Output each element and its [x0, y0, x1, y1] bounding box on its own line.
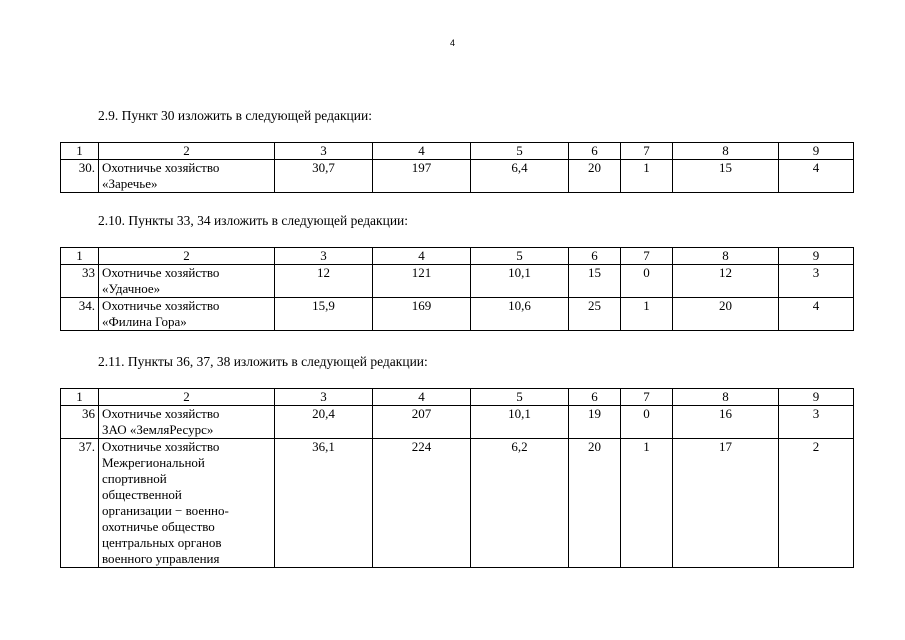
value-cell: 207 — [373, 406, 471, 439]
header-cell: 4 — [373, 143, 471, 160]
header-cell: 3 — [275, 143, 373, 160]
table-header-row — [61, 389, 854, 406]
name-cell — [99, 160, 275, 193]
value-cell: 16 — [673, 406, 779, 439]
header-cell: 8 — [673, 389, 779, 406]
value-cell: 2 — [779, 439, 854, 568]
table-section-2-10 — [60, 247, 854, 331]
table-row — [61, 265, 854, 298]
value-cell: 1 — [621, 298, 673, 331]
name-line: Охотничье хозяйство — [102, 160, 220, 175]
header-cell: 7 — [621, 143, 673, 160]
table-row — [61, 406, 854, 439]
value-cell: 17 — [673, 439, 779, 568]
header-cell: 9 — [779, 248, 854, 265]
value-cell: 4 — [779, 298, 854, 331]
header-cell: 6 — [569, 248, 621, 265]
value-cell: 25 — [569, 298, 621, 331]
row-number-cell: 36 — [61, 406, 99, 439]
header-cell: 5 — [471, 143, 569, 160]
name-cell — [99, 406, 275, 439]
value-cell: 0 — [621, 406, 673, 439]
name-line: «Удачное» — [102, 281, 161, 296]
header-cell: 6 — [569, 143, 621, 160]
value-cell: 4 — [779, 160, 854, 193]
section-heading-2-9: 2.9. Пункт 30 изложить в следующей редакции: — [98, 108, 372, 123]
name-line: «Заречье» — [102, 176, 158, 191]
table-row — [61, 439, 854, 568]
value-cell: 20,4 — [275, 406, 373, 439]
value-cell: 10,1 — [471, 265, 569, 298]
header-cell: 1 — [61, 389, 99, 406]
name-line: Охотничье хозяйство — [102, 439, 220, 454]
value-cell: 169 — [373, 298, 471, 331]
header-cell: 6 — [569, 389, 621, 406]
section-heading-2-10: 2.10. Пункты 33, 34 изложить в следующей редакции: — [98, 213, 409, 228]
header-cell: 4 — [373, 389, 471, 406]
name-line: Межрегиональной — [102, 455, 205, 470]
name-cell — [99, 439, 275, 568]
header-cell: 4 — [373, 248, 471, 265]
table-section-2-11 — [60, 388, 854, 568]
header-cell: 2 — [99, 248, 275, 265]
value-cell: 20 — [673, 298, 779, 331]
header-cell: 3 — [275, 248, 373, 265]
value-cell: 197 — [373, 160, 471, 193]
value-cell: 15,9 — [275, 298, 373, 331]
value-cell: 20 — [569, 160, 621, 193]
value-cell: 20 — [569, 439, 621, 568]
value-cell: 10,6 — [471, 298, 569, 331]
value-cell: 0 — [621, 265, 673, 298]
value-cell: 3 — [779, 265, 854, 298]
page-number: 4 — [449, 38, 455, 48]
value-cell: 6,2 — [471, 439, 569, 568]
value-cell: 12 — [673, 265, 779, 298]
value-cell: 19 — [569, 406, 621, 439]
header-cell: 9 — [779, 143, 854, 160]
table-section-2-9 — [60, 142, 854, 193]
value-cell: 1 — [621, 439, 673, 568]
name-line: Охотничье хозяйство — [102, 298, 220, 313]
name-line: Охотничье хозяйство — [102, 406, 220, 421]
value-cell: 121 — [373, 265, 471, 298]
value-cell: 12 — [275, 265, 373, 298]
header-cell: 1 — [61, 248, 99, 265]
name-cell — [99, 298, 275, 331]
name-line: общественной — [102, 487, 182, 502]
name-line: организации − военно- — [102, 503, 229, 518]
header-cell: 5 — [471, 248, 569, 265]
table-row — [61, 160, 854, 193]
name-line: «Филина Гора» — [102, 314, 187, 329]
value-cell: 30,7 — [275, 160, 373, 193]
row-number-cell: 37. — [61, 439, 99, 568]
value-cell: 36,1 — [275, 439, 373, 568]
header-cell: 5 — [471, 389, 569, 406]
row-number-cell: 30. — [61, 160, 99, 193]
value-cell: 15 — [673, 160, 779, 193]
header-cell: 2 — [99, 143, 275, 160]
value-cell: 3 — [779, 406, 854, 439]
value-cell: 15 — [569, 265, 621, 298]
table-header-row — [61, 248, 854, 265]
name-line: охотничье общество — [102, 519, 215, 534]
header-cell: 7 — [621, 389, 673, 406]
value-cell: 1 — [621, 160, 673, 193]
name-line: военного управления — [102, 551, 220, 566]
name-line: центральных органов — [102, 535, 222, 550]
row-number-cell: 33 — [61, 265, 99, 298]
header-cell: 9 — [779, 389, 854, 406]
name-line: спортивной — [102, 471, 167, 486]
row-number-cell: 34. — [61, 298, 99, 331]
header-cell: 8 — [673, 143, 779, 160]
section-heading-2-11: 2.11. Пункты 36, 37, 38 изложить в следующей редакции: — [98, 354, 428, 369]
header-cell: 7 — [621, 248, 673, 265]
header-cell: 1 — [61, 143, 99, 160]
table-header-row — [61, 143, 854, 160]
name-line: ЗАО «ЗемляРесурс» — [102, 422, 214, 437]
name-cell — [99, 265, 275, 298]
name-line: Охотничье хозяйство — [102, 265, 220, 280]
table-row — [61, 298, 854, 331]
value-cell: 224 — [373, 439, 471, 568]
header-cell: 3 — [275, 389, 373, 406]
header-cell: 2 — [99, 389, 275, 406]
value-cell: 10,1 — [471, 406, 569, 439]
value-cell: 6,4 — [471, 160, 569, 193]
header-cell: 8 — [673, 248, 779, 265]
